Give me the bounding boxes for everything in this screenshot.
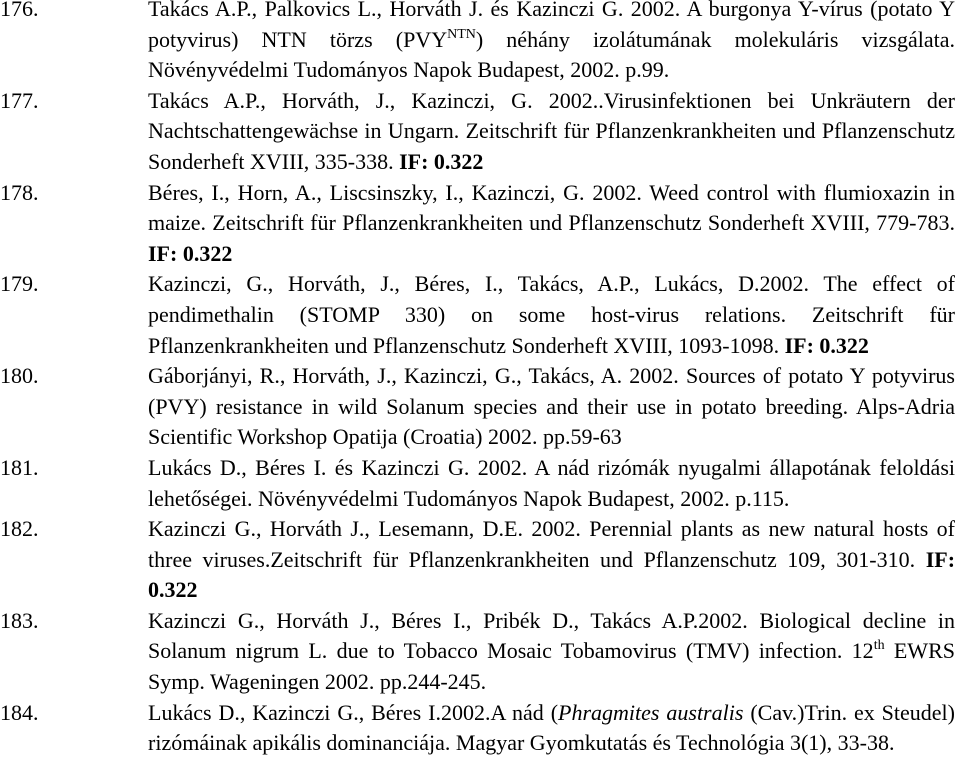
impact-factor: IF: 0.322 xyxy=(148,546,956,603)
reference-179 xyxy=(0,269,955,361)
reference-number: 178. xyxy=(0,179,39,205)
reference-183 xyxy=(0,606,955,698)
impact-factor: IF: 0.322 xyxy=(399,148,484,174)
reference-number: 183. xyxy=(0,607,39,633)
reference-text: Kazinczi G., Horváth J., Béres I., Pribék D., Takács A.P.2002. Biological decline in Solanum nigrum L. due to Tobacco Mosaic Tobamovirus (TMV) infection. 12 xyxy=(148,607,955,664)
reference-text-cont: (Cav.)Trin. ex Steudel) rizómáinak apikális dominanciája. Magyar Gyomkutatás és Technológia 3(1), 33-38. xyxy=(148,699,955,756)
superscript: th xyxy=(873,638,885,654)
reference-number: 181. xyxy=(0,454,39,480)
reference-176 xyxy=(0,0,955,86)
reference-text: Béres, I., Horn, A., Liscsinszky, I., Kazinczi, G. 2002. Weed control with flumioxazin in maize. Zeitschrift für Pflanzenkrankheiten und Pflanzenschutz Sonderheft XVIII, 779-783. xyxy=(148,179,955,236)
reference-number: 180. xyxy=(0,363,39,389)
reference-number: 176. xyxy=(0,0,39,21)
reference-text: Lukács D., Béres I. és Kazinczi G. 2002. A nád rizómák nyugalmi állapotának feloldási lehetőségei. Növényvédelmi Tudományos Napok Budapest, 2002. p.115. xyxy=(148,454,955,511)
reference-number: 179. xyxy=(0,271,39,297)
reference-text: Lukács D., Kazinczi G., Béres I.2002.A nád ( xyxy=(148,699,559,725)
reference-177 xyxy=(0,86,955,178)
species-name: Phragmites australis xyxy=(558,699,744,725)
reference-text-cont: EWRS Symp. Wageningen 2002. pp.244-245. xyxy=(148,638,955,695)
reference-text: Gáborjányi, R., Horváth, J., Kazinczi, G., Takács, A. 2002. Sources of potato Y potyvirus (PVY) resistance in wild Solanum species and their use in potato breeding. Alps-Adria Scientific Workshop Opatija (Croatia) 2002. pp.59-63 xyxy=(148,363,955,450)
impact-factor: IF: 0.322 xyxy=(784,332,869,358)
superscript: NTN xyxy=(447,26,476,42)
reference-text: Kazinczi G., Horváth J., Lesemann, D.E. 2002. Perennial plants as new natural hosts of three viruses.Zeitschrift für Pflanzenkrankheiten und Pflanzenschutz 109, 301-310. xyxy=(148,516,955,572)
reference-180 xyxy=(0,361,955,453)
reference-178 xyxy=(0,178,955,270)
reference-text: Kazinczi, G., Horváth, J., Béres, I., Takács, A.P., Lukács, D.2002. The effect of pendimethalin (STOMP 330) on some host-virus relations. Zeitschrift für Pflanzenkrankheiten und Pflanzenschutz Sonderheft XVIII, 1093-1098. xyxy=(148,271,955,358)
reference-number: 184. xyxy=(0,699,39,725)
reference-text-cont: ) néhány izolátumának molekuláris vizsgálata. Növényvédelmi Tudományos Napok Budapest, 2002. p.99. xyxy=(148,26,955,83)
reference-182 xyxy=(0,514,955,606)
reference-number: 182. xyxy=(0,516,39,542)
impact-factor: IF: 0.322 xyxy=(148,240,233,266)
reference-number: 177. xyxy=(0,87,39,113)
reference-text: Takács A.P., Palkovics L., Horváth J. és Kazinczi G. 2002. A burgonya Y-vírus (potato Y potyvirus) NTN törzs (PVY xyxy=(148,0,955,52)
reference-text: Takács A.P., Horváth, J., Kazinczi, G. 2002..Virusinfektionen bei Unkräutern der Nachtschattengewächse in Ungarn. Zeitschrift für Pflanzenkrankheiten und Pflanzenschutz Sonderheft XVIII, 335-338. xyxy=(148,87,955,174)
reference-181 xyxy=(0,453,955,514)
reference-184 xyxy=(0,698,955,759)
